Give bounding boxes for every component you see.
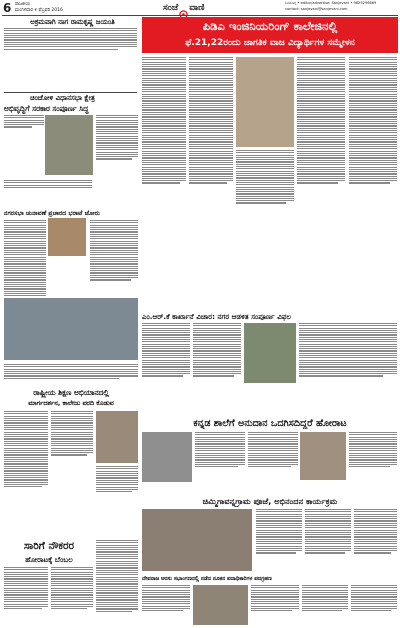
protest-photo	[4, 298, 138, 360]
story3-body-right	[90, 220, 138, 282]
chimmi-photo	[142, 509, 252, 571]
chimmi-heading: ಚಿಮ್ಮಿಗಾವನ್ನಗ್ರಾಮ ಪೂಜೆ, ಅಭಿನಂದನ ಕಾರ್ಯಕ್ರಮ	[202, 496, 338, 506]
story2-body-left2	[4, 180, 92, 189]
lb2-body3	[96, 540, 138, 613]
mrk-body-col1	[142, 323, 190, 378]
lb1-body2	[51, 411, 93, 457]
lb1-body	[4, 411, 48, 489]
banner-body-col1	[142, 57, 186, 185]
story3-heading: ನಗರಸಭಾ ಚುನಾವಣೆ ಪ್ರಚಾರದ ಭರಾಟೆ ಜೋರು	[4, 210, 100, 217]
br-body-col1	[142, 585, 190, 612]
kannada-photo2	[300, 432, 346, 480]
lb1-heading-line1: ರಾಷ್ಟ್ರೀಯ ಶಿಕ್ಷಣ ಅಭಿಯಾನದಲ್ಲಿ	[33, 388, 109, 397]
left-top-body	[4, 28, 137, 51]
br-body-col4	[351, 585, 397, 612]
main-banner-line1: ಪಿಡಿಎ ಇಂಜಿನಿಯರಿಂಗ್ ಕಾಲೇಜಿನಲ್ಲಿ	[202, 19, 338, 33]
story2-kicker: ಚಿಂಚೋಳಿ ವಿಧಾನಸಭಾ ಕ್ಷೇತ್ರ	[30, 94, 95, 102]
lb2-body2	[51, 567, 93, 610]
mrk-heading: ಎಂ.ಆರ್.ಕೆ ಕಾರ್ಖಾನೆ ವಿಚಾರ: ನಗರ ಆಡಳಿತ ಸಂಪೂರ್ಣ ವಿಫಲ	[142, 312, 292, 321]
chimmi-body-col1	[256, 509, 302, 555]
story3-portrait	[48, 218, 86, 256]
issue-date: ಮಂಗಳವಾರ ೪ ಫೆಬ್ರವರಿ 2016	[15, 8, 63, 13]
lb2-heading-line2: ಹೋರಾಟಕ್ಕೆ ಬೆಂಬಲ	[25, 555, 73, 564]
bottom-right-heading: ದೇವರಾಜ ಅರಸು ಸಭಾಂಗಣದಲ್ಲಿ ನಡೆದ ನೂತನ ಪದಾಧಿಕಾರಿಗಳ ಪದಗ್ರಹಣ	[142, 576, 272, 582]
left-top-heading: ಅಕ್ರಮವಾಗಿ ನಾಗ ರಾಮಕೃಷ್ಣ ಜಯಂತಿ	[30, 18, 115, 26]
contact-email: contact: sanjevani@sanjevani.com	[285, 7, 348, 11]
lb2-heading-line1: ಸಾರಿಗೆ ನೌಕರರ	[23, 540, 75, 552]
mrk-body-col3	[299, 323, 397, 378]
header-rule	[2, 15, 398, 16]
br-photo	[193, 585, 248, 625]
banner-portrait-caption	[236, 150, 294, 205]
br-body-col3	[302, 585, 348, 612]
right-col-upper2	[349, 57, 397, 185]
section-label: ರಾಜಕೀಯ	[15, 2, 31, 7]
kannada-body-col3	[349, 432, 397, 469]
story2-body-right	[96, 115, 138, 161]
lb1-photo	[96, 411, 138, 463]
story2-heading: ಅಭಿವೃದ್ಧಿಗೆ ಸರಕಾರ ಸಂಪೂರ್ಣ ಸಿದ್ಧ	[4, 104, 89, 113]
contact-line: ಶಿವಮೊಗ್ಗ • editor/advertise: Sanjevani • 9829296669	[285, 1, 377, 5]
lb2-body	[4, 567, 48, 610]
lb1-body3	[96, 466, 138, 493]
mrk-photo	[244, 323, 296, 383]
banner-portrait	[236, 57, 294, 147]
chimmi-body-col2	[305, 509, 351, 555]
kannada-photo	[142, 432, 192, 482]
kannada-heading: ಕನ್ನಡ ಶಾಲೆಗೆ ಅನುದಾನ ಒದಗಿಸದಿದ್ದರೆ ಹೋರಾಟ	[193, 418, 347, 429]
mrk-body-col2	[193, 323, 241, 378]
story2-body-left	[4, 115, 44, 129]
lb1-heading-line2: ಮಾರ್ಗದರ್ಶನ, ಕಾಲೇಜು ವರದಿ ಕೊಡುವ	[28, 399, 114, 407]
kannada-body-col2	[248, 432, 298, 469]
right-col-upper	[297, 57, 345, 185]
gear-icon	[179, 4, 188, 13]
masthead-right: ವಾಣಿ	[189, 3, 205, 13]
page-number: 6	[3, 1, 12, 15]
kannada-body-col1	[195, 432, 245, 469]
masthead	[163, 1, 205, 15]
main-banner	[142, 17, 398, 53]
main-banner-line2: ಫೆ.21,22ರಂದು ಜಾಗತಿಕ ವಾಜ ವಿದ್ಯಾರ್ಥಿಗಳ ಸಮ್ಮೇಳನ	[185, 38, 355, 48]
banner-body-col2	[189, 57, 233, 185]
protest-caption	[4, 364, 138, 380]
story3-body-left	[4, 220, 46, 304]
chimmi-body-col3	[354, 509, 397, 555]
br-body-col2	[251, 585, 299, 612]
divider	[4, 92, 137, 93]
story2-photo	[45, 115, 93, 175]
masthead-left: ಸಂಜೆ	[163, 3, 179, 13]
